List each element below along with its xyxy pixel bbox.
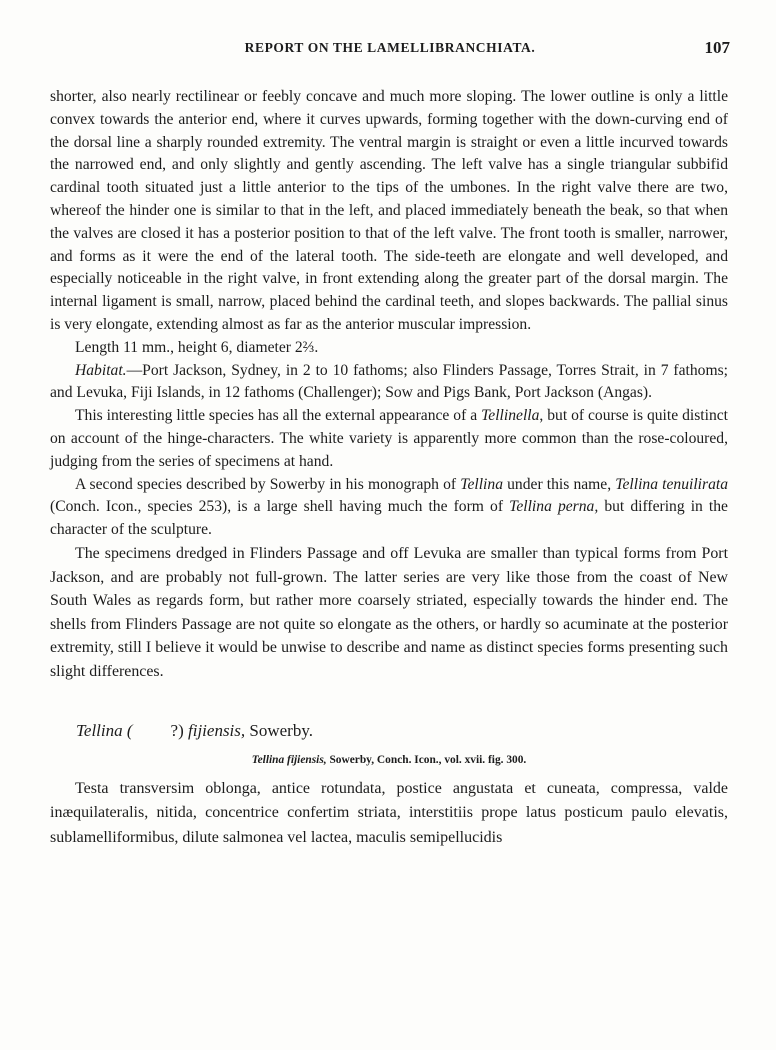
second-species-text-a: A second species described by Sowerby in his monograph of xyxy=(75,475,461,493)
second-species-text-d: but differing in the character of the sculpture. xyxy=(50,498,728,539)
species-epithet: fijiensis, xyxy=(188,720,246,740)
page-number: 107 xyxy=(704,38,730,57)
running-header xyxy=(50,40,730,62)
species-heading xyxy=(50,719,728,743)
species-citation xyxy=(50,751,728,769)
second-species-text-b: under this name, xyxy=(503,475,616,493)
paragraph-measurements: Length 11 mm., height 6, diameter 2⅔. xyxy=(75,338,319,356)
second-species-genus: Tellina xyxy=(460,475,503,493)
remarks-genus: Tellinella xyxy=(481,407,540,425)
species-author: Sowerby. xyxy=(249,720,313,740)
remarks-text-b: , but of course is quite distinct on account of the hinge-characters. The white variety is apparently more common than the rose-coloured, judging from the series of specimens at hand. xyxy=(50,407,728,470)
species-genus: Tellina ( xyxy=(76,720,133,740)
habitat-text: —Port Jackson, Sydney, in 2 to 10 fathoms; also Flinders Passage, Torres Strait, in 7 fathoms; and Levuka, Fiji Islands, in 12 fathoms (Challenger); Sow and Pigs Bank, Port Jackson (Angas). xyxy=(50,361,728,402)
second-species-name: Tellina tenuilirata xyxy=(615,475,728,493)
habitat-label: Habitat. xyxy=(75,361,127,379)
second-species-text-c: (Conch. Icon., species 253), is a large shell having much the form of xyxy=(50,498,510,516)
paragraph-description: shorter, also nearly rectilinear or feebly concave and much more sloping. The lower outline is only a little convex towards the anterior end, where it curves upwards, forming together with the down-curving end of the dorsal line a sharply rounded extremity. The ventral margin is straight or even a little incurved towards the narrowed end, and only slightly and gently ascending. The left valve has a single triangular subbifid cardinal tooth situated just a little anterior to the tips of the umbones. In the right valve there are two, whereof the hinder one is similar to that in the left, and placed immediately beneath the beak, so that when the valves are closed it has a posterior position to that of the left valve. The front tooth is smaller, narrower, and forms as it were the end of the lateral tooth. The side-teeth are elongate and well developed, and especially noticeable in the right valve, in front extending along the greater part of the dorsal margin. The internal ligament is small, narrow, placed behind the cardinal teeth, and slopes backwards. The pallial sinus is very elongate, extending almost as far as the anterior muscular impression. xyxy=(50,88,728,333)
paragraph-second-species xyxy=(50,474,728,542)
species-query: ?) xyxy=(170,720,184,740)
section-gap xyxy=(50,684,728,719)
body-text xyxy=(50,86,728,850)
citation-name: Tellina fijiensis, xyxy=(251,753,327,766)
citation-ref: Sowerby, Conch. Icon., vol. xvii. fig. 300. xyxy=(329,753,527,766)
paragraph-habitat xyxy=(50,360,728,406)
second-type-block xyxy=(50,542,728,684)
header-title: REPORT ON THE LAMELLIBRANCHIATA. xyxy=(244,40,536,55)
paragraph-specimens: The specimens dredged in Flinders Passage and off Levuka are smaller than typical forms from Port Jackson, and are probably not full-grown. The latter series are very like those from the coast of New South Wales as regards form, but rather more coarsely striated, especially towards the hinder end. The shells from Flinders Passage are not quite so elongate as the others, or hardly so acuminate at the posterior extremity, still I believe it would be unwise to describe and name as distinct species forms presenting such slight differences. xyxy=(50,544,728,680)
second-species-name2: Tellina perna, xyxy=(509,498,599,516)
remarks-text-a: This interesting little species has all the external appearance of a xyxy=(75,407,482,425)
paragraph-remarks xyxy=(50,405,728,473)
latin-diagnosis: Testa transversim oblonga, antice rotundata, postice angustata et cuneata, compressa, valde inæquilateralis, nitida, concentrice confertim striata, interstitiis prope latus posticum paulo elevatis, sublamelliformibus, dilute salmonea vel lactea, maculis semipellucidis xyxy=(50,779,728,846)
